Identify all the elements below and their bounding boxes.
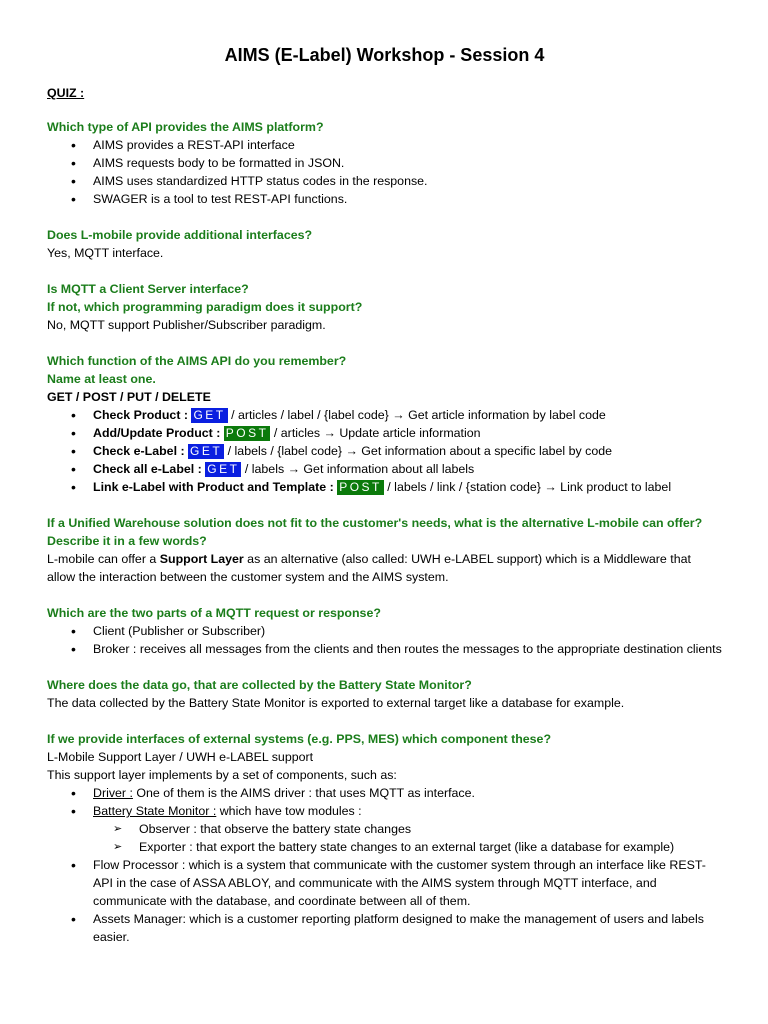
component-list — [47, 784, 722, 946]
api-function-list — [47, 406, 722, 496]
http-method-badge: GET — [190, 444, 223, 458]
answer-list-1 — [47, 136, 722, 208]
quiz-label: QUIZ : — [47, 86, 85, 100]
bsm-text: which have tow modules : — [216, 804, 362, 818]
question-2: Does L-mobile provide additional interfaces? — [47, 228, 313, 242]
http-method-badge: GET — [207, 462, 240, 476]
function-name: Link e-Label with Product and Template : — [93, 480, 334, 494]
list-item — [47, 424, 722, 442]
question-3a: Is MQTT a Client Server interface? — [47, 282, 249, 296]
answer-list-6 — [47, 622, 722, 658]
list-item — [47, 460, 722, 478]
list-item — [47, 478, 722, 496]
list-item — [47, 406, 722, 424]
list-item: • AIMS requests body to be formatted in JSON. — [47, 154, 722, 172]
answer-2: Yes, MQTT interface. — [47, 246, 164, 260]
answer-5-post: as an alternative (also called: UWH e-LABEL support) which is a Middleware that allow the interaction between the customer system and the AIMS system. — [47, 552, 691, 584]
question-block-8 — [47, 730, 722, 946]
answer-3: No, MQTT support Publisher/Subscriber paradigm. — [47, 318, 326, 332]
question-7: Where does the data go, that are collected by the Battery State Monitor? — [47, 678, 472, 692]
http-methods: GET / POST / PUT / DELETE — [47, 390, 211, 404]
answer-8b: This support layer implements by a set of components, such as: — [47, 768, 397, 782]
page-title: AIMS (E-Label) Workshop - Session 4 — [224, 45, 545, 65]
function-name: Check all e-Label : — [93, 462, 202, 476]
function-name: Add/Update Product : — [93, 426, 221, 440]
question-8: If we provide interfaces of external systems (e.g. PPS, MES) which component these? — [47, 732, 552, 746]
question-6: Which are the two parts of a MQTT request or response? — [47, 606, 381, 620]
http-method-badge: GET — [193, 408, 226, 422]
function-path: / articles → Update article information — [270, 426, 481, 440]
list-item: • Flow Processor : which is a system that communicate with the customer system through an interface like REST-API in the case of ASSA ABLOY, and communicate with the AIMS system through MQTT interface, and communicate with the database, and coordinate between all of them. — [47, 856, 722, 910]
list-item: ➢ Observer : that observe the battery state changes — [93, 820, 722, 838]
question-3b: If not, which programming paradigm does it support? — [47, 300, 363, 314]
function-path: / labels / link / {station code} → Link product to label — [383, 480, 672, 494]
question-block-7 — [47, 676, 722, 712]
list-item — [47, 784, 722, 802]
question-block-1 — [47, 118, 722, 208]
driver-label: Driver : — [93, 786, 133, 800]
question-block-5 — [47, 514, 722, 586]
bsm-label: Battery State Monitor : — [93, 804, 217, 818]
list-item: • AIMS uses standardized HTTP status codes in the response. — [47, 172, 722, 190]
answer-5 — [47, 550, 722, 586]
question-block-6 — [47, 604, 722, 658]
question-block-2 — [47, 226, 722, 262]
function-path: / articles / label / {label code} → Get article information by label code — [227, 408, 606, 422]
question-4a: Which function of the AIMS API do you remember? — [47, 354, 347, 368]
question-block-3 — [47, 280, 722, 334]
answer-8a: L-Mobile Support Layer / UWH e-LABEL support — [47, 750, 314, 764]
question-block-4 — [47, 352, 722, 496]
function-name: Check e-Label : — [93, 444, 185, 458]
driver-text: One of them is the AIMS driver : that uses MQTT as interface. — [132, 786, 475, 800]
list-item: • AIMS provides a REST-API interface — [47, 136, 722, 154]
list-item — [47, 802, 722, 856]
list-item: • Broker : receives all messages from the clients and then routes the messages to the appropriate destination clients — [47, 640, 722, 658]
http-method-badge: POST — [339, 480, 382, 494]
bsm-module-list — [93, 820, 722, 856]
http-method-badge: POST — [225, 426, 269, 440]
list-item: • Assets Manager: which is a customer reporting platform designed to make the management of users and labels easier. — [47, 910, 722, 946]
function-name: Check Product : — [93, 408, 189, 422]
list-item — [47, 442, 722, 460]
function-path: / labels / {label code} → Get information about a specific label by code — [224, 444, 613, 458]
question-5b: Describe it in a few words? — [47, 534, 207, 548]
answer-7: The data collected by the Battery State Monitor is exported to external target like a database for example. — [47, 696, 625, 710]
list-item: • SWAGER is a tool to test REST-API functions. — [47, 190, 722, 208]
question-4b: Name at least one. — [47, 372, 156, 386]
answer-5-bold: Support Layer — [159, 552, 244, 566]
function-path: / labels → Get information about all labels — [241, 462, 475, 476]
list-item: • Client (Publisher or Subscriber) — [47, 622, 722, 640]
question-1: Which type of API provides the AIMS platform? — [47, 120, 324, 134]
question-5a: If a Unified Warehouse solution does not fit to the customer's needs, what is the alternative L-mobile can offer? — [47, 516, 703, 530]
answer-5-pre: L-mobile can offer a — [47, 552, 160, 566]
list-item: ➢ Exporter : that export the battery state changes to an external target (like a database for example) — [93, 838, 722, 856]
